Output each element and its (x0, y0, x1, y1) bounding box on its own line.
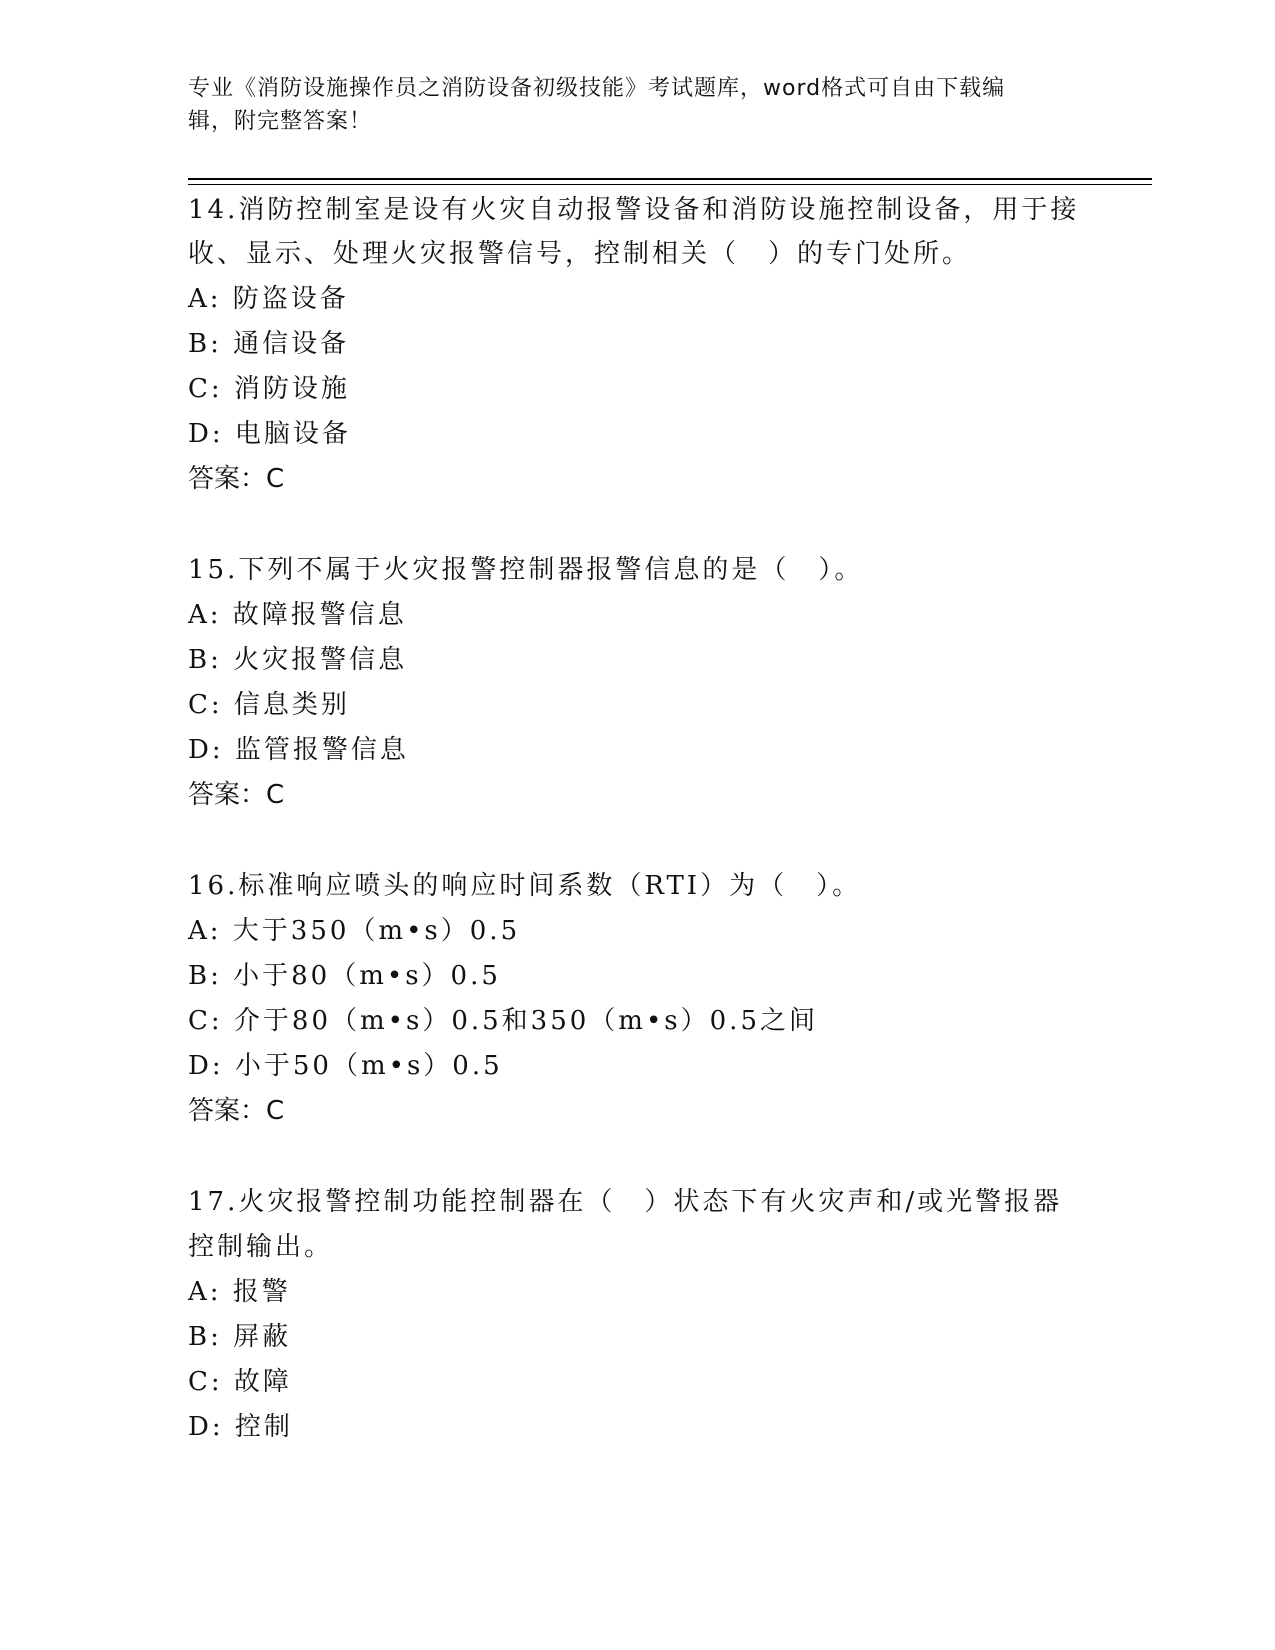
question-stem-line: 收、显示、处理火灾报警信号，控制相关（ ）的专门处所。 (188, 239, 972, 269)
answer-label: 答案：C (188, 464, 285, 494)
option-b: B: 屏蔽 (188, 1322, 292, 1352)
answer-label: 答案：C (188, 780, 285, 810)
option-d: D: 控制 (188, 1412, 293, 1442)
question-stem-line: 16.标准响应喷头的响应时间系数（RTI）为（ ）。 (188, 871, 862, 901)
option-d: D: 电脑设备 (188, 419, 351, 449)
question-stem-line: 14.消防控制室是设有火灾自动报警设备和消防设施控制设备，用于接 (188, 195, 1080, 225)
header-line-2: 辑，附完整答案！ (188, 109, 373, 134)
header-divider-thin (188, 184, 1152, 185)
option-b: B: 小于80（m•s）0.5 (188, 961, 501, 991)
option-d: D: 监管报警信息 (188, 735, 409, 765)
option-a: A: 大于350（m•s）0.5 (188, 916, 521, 946)
option-a: A: 故障报警信息 (188, 600, 407, 630)
option-d: D: 小于50（m•s）0.5 (188, 1051, 503, 1081)
question-stem-line: 17.火灾报警控制功能控制器在（ ）状态下有火灾声和/或光警报器 (188, 1187, 1063, 1217)
document-header (188, 72, 1068, 138)
question-stem-line: 控制输出。 (188, 1232, 334, 1262)
option-c: C: 消防设施 (188, 374, 350, 404)
option-b: B: 火灾报警信息 (188, 645, 408, 675)
option-c: C: 信息类别 (188, 690, 350, 720)
option-c: C: 故障 (188, 1367, 292, 1397)
answer-label: 答案：C (188, 1096, 285, 1126)
option-c: C: 介于80（m•s）0.5和350（m•s）0.5之间 (188, 1006, 818, 1036)
option-a: A: 报警 (188, 1277, 291, 1307)
question-stem-line: 15.下列不属于火灾报警控制器报警信息的是（ ）。 (188, 555, 864, 585)
option-b: B: 通信设备 (188, 329, 350, 359)
header-line-1: 专业《消防设施操作员之消防设备初级技能》考试题库，word格式可自由下载编 (188, 76, 1006, 101)
option-a: A: 防盗设备 (188, 284, 349, 314)
header-divider-thick (188, 178, 1152, 180)
